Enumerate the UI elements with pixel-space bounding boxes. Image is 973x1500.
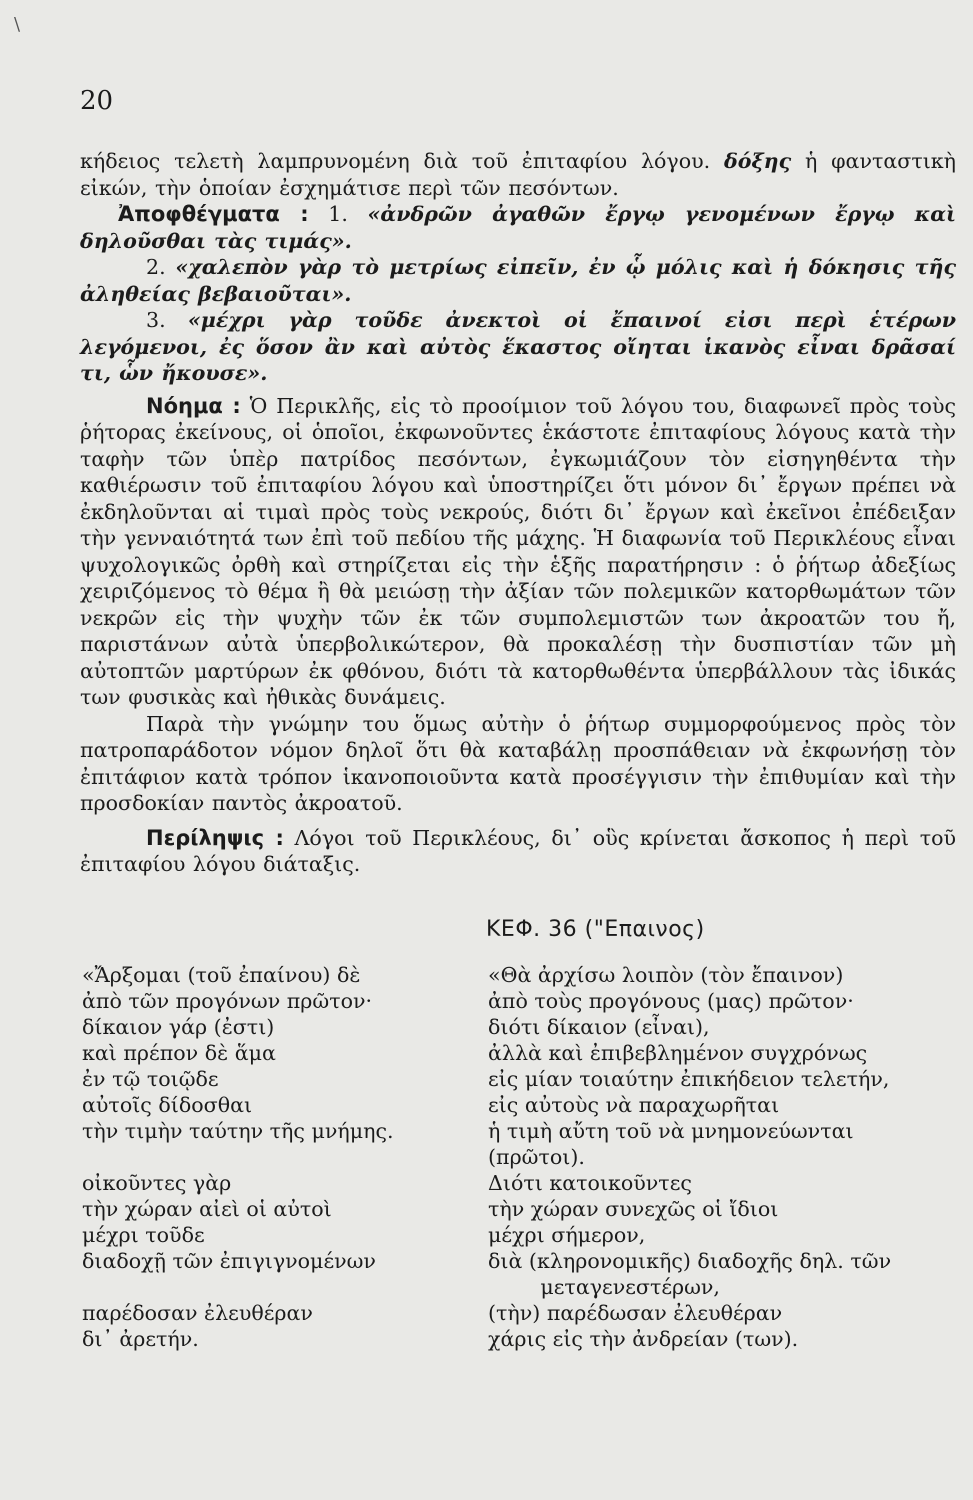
translation-row (82, 1144, 962, 1170)
ancient-greek-line: μέχρι τοῦδε (82, 1223, 205, 1247)
translation-row (82, 1222, 962, 1248)
ancient-greek-line: δίκαιον γάρ (ἐστι) (82, 1015, 275, 1039)
intro-text-before: κήδειος τελετὴ λαμπρυνομένη διὰ τοῦ ἐπιταφίου λόγου. (80, 149, 724, 173)
translation-row (82, 1274, 962, 1300)
perilipsis-paragraph (80, 825, 956, 878)
apophthegm-number: 1. (308, 202, 368, 226)
apophthegm-text: «χαλεπὸν γὰρ τὸ μετρίως εἰπεῖν, ἐν ᾧ μόλις καὶ ἡ δόκησις τῆς ἀληθείας βεβαιοῦται». (80, 255, 956, 306)
noema-paragraph-2: Παρὰ τὴν γνώμην του ὅμως αὐτὴν ὁ ῥήτωρ συμμορφούμενος πρὸς τὸν πατροπαράδοτον νόμον δηλοῖ ὅτι θὰ καταβάλῃ προσπάθειαν νὰ ἐκφωνήσῃ τὸν ἐπιτάφιον κατὰ τρόπον ἱκανοποιοῦντα κατὰ προσέγγισιν τὴν ἐπιθυμίαν καὶ τὴν προσδοκίαν παντὸς ἀκροατοῦ. (80, 711, 956, 815)
apophthegmata-item-1 (80, 201, 956, 254)
commentary-block (80, 148, 956, 878)
ancient-greek-line: ἀπὸ τῶν προγόνων πρῶτον· (82, 989, 373, 1013)
translation-row (82, 962, 962, 988)
modern-greek-line: (τὴν) παρέδωσαν ἐλευθέραν (488, 1301, 783, 1325)
modern-greek-line: χάρις εἰς τὴν ἀνδρείαν (των). (488, 1327, 799, 1351)
margin-mark: \ (14, 14, 21, 35)
chapter-title: ΚΕΦ. 36 ("Επαινος) (486, 917, 705, 942)
modern-greek-line: ἡ τιμὴ αὔτη τοῦ νὰ μνημονεύωνται (488, 1119, 854, 1143)
translation-row (82, 1170, 962, 1196)
translation-row (82, 1040, 962, 1066)
noema-paragraph (80, 393, 956, 711)
ancient-greek-line: οἰκοῦντες γὰρ (82, 1171, 232, 1195)
ancient-greek-line: παρέδοσαν ἐλευθέραν (82, 1301, 313, 1325)
intro-text-after: ἡ φανταστικὴ εἰκών, τὴν ὁποίαν ἐσχημάτισε περὶ τῶν πεσόντων. (80, 149, 956, 200)
ancient-greek-line: τὴν χώραν αἰεὶ οἱ αὐτοὶ (82, 1197, 332, 1221)
intro-emphasis: δόξης (724, 149, 792, 173)
modern-greek-line: «Θὰ ἀρχίσω λοιπὸν (τὸν ἔπαινον) (488, 963, 844, 987)
apophthegm-text: «μέχρι γὰρ τοῦδε ἀνεκτοὶ οἱ ἔπαινοί εἰσι περὶ ἑτέρων λεγόμενοι, ἐς ὅσον ἂν καὶ αὐτὸς ἕκαστος οἴηται ἱκανὸς εἶναι δρᾶσαί τι, ὧν ἤκουσε». (80, 308, 956, 385)
translation-row (82, 1300, 962, 1326)
ancient-greek-line: διαδοχῇ τῶν ἐπιγιγνομένων (82, 1249, 376, 1273)
translation-table (82, 962, 962, 1352)
translation-row (82, 1092, 962, 1118)
apophthegmata-item-3 (80, 307, 956, 387)
translation-row (82, 1066, 962, 1092)
ancient-greek-line: «Ἄρξομαι (τοῦ ἐπαίνου) δὲ (82, 963, 361, 987)
noema-text: Ὁ Περικλῆς, εἰς τὸ προοίμιον τοῦ λόγου του, διαφωνεῖ πρὸς τοὺς ῥήτορας ἐκείνους, οἱ ὁποῖοι, ἐκφωνοῦντες ἑκάστοτε ἐπιταφίους λόγους κατὰ τὴν ταφὴν τῶν ὑπὲρ πατρίδος πεσόντων, ἐγκωμιάζουν τὸν εἰσηγηθέντα τὴν καθιέρωσιν τοῦ ἐπιταφίου λόγου καὶ ὑποστηρίζει ὅτι μόνον δι᾽ ἔργων πρέπει νὰ ἐκδηλοῦνται αἱ τιμαὶ πρὸς τοὺς νεκρούς, διότι δι᾽ ἔργων καὶ ἐκεῖνοι ἐπέδειξαν τὴν γενναιότητά των ἐπὶ τοῦ πεδίου τῆς μάχης. Ἡ διαφωνία τοῦ Περικλέους εἶναι ψυχολογικῶς ὀρθὴ καὶ στηρίζεται εἰς τὴν ἑξῆς παρατήρησιν : ὁ ῥήτωρ ἀδεξίως χειριζόμενος τὸ θέμα ἢ θὰ μειώσῃ τὴν ἀξίαν τῶν πολεμικῶν κατορθωμάτων τῶν νεκρῶν εἰς τὴν ψυχὴν τῶν ἐκ τῶν συμπολεμιστῶν των ἀκροατῶν του ἤ, παριστάνων αὐτὰ ὑπερβολικώτερον, θὰ προκαλέσῃ τὴν δυσπιστίαν τῶν μὴ αὐτοπτῶν μαρτύρων ἐκ φθόνου, διότι τὰ κατορθωθέντα ὑπερβάλλουν τὰς ἰδικάς των φυσικὰς καὶ ἠθικὰς δυνάμεις. (80, 393, 956, 709)
translation-row (82, 1248, 962, 1274)
ancient-greek-line: τὴν τιμὴν ταύτην τῆς μνήμης. (82, 1119, 394, 1143)
ancient-greek-line (82, 1144, 488, 1170)
modern-greek-line: Διότι κατοικοῦντες (488, 1171, 692, 1195)
noema-label: Νόημα : (146, 393, 241, 418)
modern-greek-line: διὰ (κληρονομικῆς) διαδοχῆς δηλ. τῶν (488, 1249, 892, 1273)
perilipsis-text: Λόγοι τοῦ Περικλέους, δι᾽ οὓς κρίνεται ἄσκοπος ἡ περὶ τοῦ ἐπιταφίου λόγου διάταξις. (80, 825, 957, 876)
modern-greek-line: ἀλλὰ καὶ ἐπιβεβλημένον συγχρόνως (488, 1041, 868, 1065)
ancient-greek-line: ἐν τῷ τοιῷδε (82, 1067, 219, 1091)
ancient-greek-line: δι᾽ ἀρετήν. (82, 1327, 199, 1351)
translation-row (82, 1014, 962, 1040)
apophthegmata-item-2 (80, 254, 956, 307)
translation-row (82, 1196, 962, 1222)
ancient-greek-line (82, 1274, 488, 1300)
modern-greek-line: τὴν χώραν συνεχῶς οἱ ἴδιοι (488, 1197, 779, 1221)
apophthegm-number: 3. (146, 308, 188, 332)
translation-row (82, 1326, 962, 1352)
ancient-greek-line: αὐτοῖς δίδοσθαι (82, 1093, 253, 1117)
modern-greek-line: ἀπὸ τοὺς προγόνους (μας) πρῶτον· (488, 989, 854, 1013)
apophthegm-text: «ἀνδρῶν ἀγαθῶν ἔργῳ γενομένων ἔργῳ καὶ δηλοῦσθαι τὰς τιμάς». (80, 202, 957, 253)
translation-row (82, 1118, 962, 1144)
page-number: 20 (80, 86, 114, 116)
perilipsis-label: Περίληψις : (146, 825, 284, 850)
modern-greek-line: μεταγενεστέρων, (488, 1275, 720, 1299)
ancient-greek-line: καὶ πρέπον δὲ ἅμα (82, 1041, 276, 1065)
modern-greek-line: (πρῶτοι). (488, 1145, 585, 1169)
modern-greek-line: μέχρι σήμερον, (488, 1223, 646, 1247)
modern-greek-line: εἰς μίαν τοιαύτην ἐπικήδειον τελετήν, (488, 1067, 890, 1091)
translation-row (82, 988, 962, 1014)
modern-greek-line: εἰς αὐτοὺς νὰ παραχωρῆται (488, 1093, 780, 1117)
modern-greek-line: διότι δίκαιον (εἶναι), (488, 1015, 710, 1039)
apophthegmata-label: Ἀποφθέγματα : (118, 202, 309, 226)
intro-paragraph (80, 148, 956, 201)
apophthegm-number: 2. (146, 255, 176, 279)
